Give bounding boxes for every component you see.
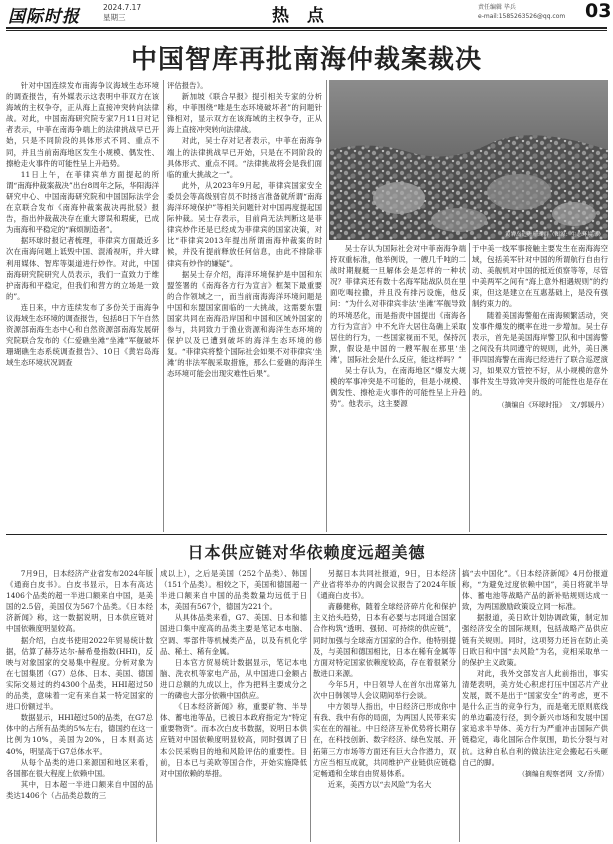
- article2-col4-p2: 据报道，美日欧计划协调政策，制定加强经济安全的国际规则，包括战略产品供应链有关规则。同时，这项努力还旨在防止美日欧日和中国“去风险”为名，竞相采取单一的保护主义政策。: [462, 613, 608, 667]
- article2-byline: （摘编自观察者网 文/乔情）: [518, 769, 608, 778]
- page-number: 03: [585, 0, 612, 22]
- column-divider: [163, 80, 164, 532]
- article2-headline: 日本供应链对华依赖度远超美德: [187, 543, 426, 562]
- article1-col2-p5: 据吴士存介绍，海洋环境保护是中国和东盟签署的《南海各方行为宣言》框架下最重要的合作领域之一，而当前南海海洋环境问题是中国和东盟国家面临的一大挑战，这需要东盟国家共同在南海沿岸国和中国和区域外国家的参与，共同致力于渔业资源和海洋生态环境的保护以及已遭到破坏的海洋生态环境的修复。“菲律宾将整个国际社会如果不对菲律宾‘坐滩’的非法军舰采取措施，那么仁爱礁的海洋生态环境可能会出现灾难性后果”。: [167, 269, 322, 379]
- article2-col2-p4: 《日本经济新闻》称，重要矿物、半导体、蓄电池等品，已被日本政府指定为“特定重要物资”。而本次白皮书数据，说明日本供应链对中国依赖度明显较高，同时强调了日本公民采购目的地和风险评估的重要性。目前，日本已与美欧等国合作，开始实施降低对中国依赖的举措。: [160, 702, 307, 778]
- article2-col1-p5: 其中，日本超一半进口额来自中国的品类达1406个（占品类总数的三: [6, 779, 153, 800]
- masthead-rule-thin: [6, 30, 607, 31]
- column-divider: [469, 243, 470, 532]
- issue-date-block: [103, 3, 141, 23]
- article2-col3-p1: 另据日本共同社报道，9日，日本经济产业省将举办的内阁会议报告了2024年版《通商白皮书》。: [313, 569, 456, 601]
- coral-reef-image: [329, 80, 608, 240]
- article2-col1-p2: 据介绍，白皮书使用2022年贸易统计数据，估算了赫芬达尔-赫希曼指数(HHI)，反映与对象国家的交易集中程度。分析对象为在七国集团（G7）总体、日本、美国、德国实际交易过的约4300个品类，HHI超过50的品类，意味着一定有来自某一特定国家的进口份额过半。: [6, 635, 153, 712]
- article1-col3-p1: 吴士存认为国际社会对中菲南海争端持双重标准，他举例说，一艘几千吨的二战时期舰艇一旦解体会是怎样的一种状况？菲律宾还有数十名海军陆战队员在里面吃喝拉撒，并且没有排污设施，他反问：“为什么对菲律宾非法‘坐滩’军舰导致的环境恶化，而是指责中国提出《南海各方行为宣言》中不允许大居住岛礁上采取居住的行为，一些国家视而不见，保持沉默，假设是中国的一艘军舰在那里‘坐滩’，国际社会是什么反应，能这样吗？”: [330, 244, 466, 364]
- article1-col2-p1: 评估报告》。: [167, 81, 208, 90]
- article2-col4-p1: 搞“去中国化”。《日本经济新闻》4月份报道称，“为避免过度依赖中国”，美日将就半导体、蓄电池等战略产品的新补贴规则达成一致，为两国激励政策设立同一标准。: [462, 569, 608, 612]
- article1-col1: [6, 80, 159, 532]
- article1-col2: [167, 80, 322, 532]
- article2-col3-p5: 近来，美西方以“去风险”为名大: [327, 779, 432, 789]
- article1-col3-p2: 吴士存认为，在南海地区“爆发大规模的军事冲突是不可能的，但是小规模、偶发性、擦枪走火事件的可能性呈上升趋势”。他表示，这主要源: [330, 366, 466, 409]
- article1-col2-p4: 此外，从2023年9月起，菲律宾国家安全委员会等高级别官员不时扬言准备就所谓“南海海洋环境保护”等相关问题针对中国再度提起国际仲裁。吴士存表示，目前尚无法判断这是菲律宾炒作还是已经成为菲律宾的国家决策，对比“菲律宾2013年提出所谓南海仲裁案的时候，并没有提前释放任何信息，由此不排除菲律宾有炒作的嫌疑”。: [167, 180, 322, 268]
- article2-col3-p4: 中方领导人指出，中日经济已形成你中有我、我中有你的局面，为两国人民带来实实在在的福祉。中日经济互补优势将长期存在，在科技创新、数字经济、绿色发展、开拓第三方市场等方面还有巨大合作潜力，双方应当相互成就，共同维护产业链供应链稳定畅通和全球自由贸易体系。: [313, 702, 456, 778]
- article2-col1: [6, 568, 153, 842]
- article1-col1-p4: 连日来，中方连续发布了多份关于南海争议海域生态环境的调查报告，包括8日下午自然资源部南海生态中心和自然资源部南海发展研究院联合发布的《仁爱礁坐滩“坐滩”军舰破坏珊瑚礁生态系统调查报告》、10日《黄岩岛海域生态环境状况调查: [6, 302, 159, 368]
- article1-col4-p2: 随着美国海警船在南海频繁活动，突发事件爆发的概率在进一步增加。吴士存表示，首先是美国海岸警卫队和中国海警之间没有共同遵守的规则，此外，美日澳菲四国海警在南海已经进行了联合巡逻演习，如果双方管控不好，从小规模的意外事件发生导致冲突升级的可能性也是存在的。: [472, 310, 608, 398]
- article2-col2-p3: 日本官方贸易统计数据显示，笔记本电脑、洗衣机等家电产品，从中国进口金额占进口总额的九成以上，作为把料主要成分之一的磷也大部分依赖中国供应。: [160, 657, 307, 701]
- article2-col2-p1: 成以上），之后是美国（252个品类）、韩国（151个品类）。相较之下，美国和德国超一半进口额来自中国的品类数量均远低于日本，美国有567个，德国为221个。: [160, 569, 307, 612]
- coral-reef-photo: [329, 80, 608, 240]
- issue-weekday: 星期三: [103, 13, 126, 22]
- photo-caption: 黄岩岛造礁珊瑚群（图源：生态环境部）: [504, 232, 604, 238]
- article2-col2-p2: 从具体品类来看，G7、美国、日本和德国进口集中度高的品类主要是笔记本电脑、空调、零部件等机械类产品，以及有机化学品、稀土、稀有金属。: [160, 613, 307, 656]
- masthead: [0, 0, 613, 26]
- article1-col1-p3: 据环球时报记者梳理，菲律宾方面最近多次在南海问题上诋毁中国、混淆视听，并大肆利用媒体、智库等渠道进行炒作。对此，中国南海研究院研究人员表示，我们一直致力于维护南海和平稳定，但我们和营方的立场是一致的”。: [6, 236, 159, 301]
- article2-col3: [313, 568, 456, 842]
- article2-col3-p3: 今年5月，中日领导人在首尔出席第九次中日韩领导人会议期间举行会谈。: [313, 679, 456, 701]
- editor-info: [478, 3, 588, 21]
- article2-col1-p4: 从每个品类的进口来源国和地区来看，各国都在很大程度上依赖中国。: [6, 757, 153, 778]
- article1-col2-p3: 对此，吴士存对记者表示，中菲在南海争端上的法律挑战早已开始，只是在不同阶段的具体形式、重点不同。“法律挑战将会是我们面临的重大挑战之一”。: [167, 136, 322, 179]
- article1-col4-p1: 于中美一线军事接触主要发生在南海海空域，包括美军针对中国的所谓航行自由行动、美舰机对中国的抵近侦察等等，尽管中美两军之间有“海上意外相遇规则”的约束，但这是建立在互惠基础上，是没有强制约束力的。: [472, 244, 608, 309]
- column-divider: [310, 568, 311, 842]
- editor-email: e-mail:1585263526@qq.com: [478, 13, 566, 20]
- article1-col1-p1: 针对中国连续发布南海争议海域生态环境的调查报告，有外媒表示这表明中菲双方在该海域的主权争夺，正从海上直接冲突转向法律战。对此，中国南海研究院专家7月11日对记者表示，中菲在南海争端上的法律挑战早已开始，只是不同阶段的具体形式不同、重点不同，并且当前南海地区发生小规模、偶发性、擦枪走火事件的可能性呈上升趋势。: [6, 81, 159, 168]
- column-divider: [459, 568, 460, 842]
- article1-col3: [330, 243, 466, 532]
- newspaper-logo: 国际时报: [8, 7, 80, 27]
- article1-col4: [472, 243, 608, 532]
- article2-col2: [160, 568, 307, 842]
- article-separator: [6, 534, 607, 535]
- article2-col4-p3: 对此，我外交部发言人此前指出，事实清楚表明，美方处心积虑打压中国芯片产业发展，既不是出于“国家安全”的考虑，更不是什么正当的竞争行为，而是毫无原则底线的单边霸凌行径，到令新兴市场和发展中国家追求半导体、美方行为严重冲击国际产供链稳定，毒化国际合作氛围，助长分裂与对抗。这种自私自利的做法注定会搬起石头砸自己的脚。: [462, 668, 608, 767]
- masthead-rule: [6, 27, 607, 29]
- issue-date: 2024.7.17: [103, 3, 142, 12]
- section-title: 热 点: [272, 6, 330, 26]
- column-divider: [326, 80, 327, 532]
- article2-col3-p2: 斋藤健称，随着全球经济碎片化和保护主义抬头趋势，日本有必要与志同道合国家合作构筑“透明、强韧、可持续的供应链”，同时加强与全球南方国家的合作。他特别提及，与美国和德国相比，日本在稀有金属等方面对特定国家依赖度较高，存在着很紧分散进口来源。: [313, 602, 456, 678]
- article2-col1-p3: 数据显示，HHI超过50的品类，在G7总体中的占所有品类的5%左右，德国约在这一比例为10%，美国为20%，日本则高达40%，明显高于G7总体水平。: [6, 713, 153, 756]
- article2-col1-p1: 7月9日，日本经济产业省发布2024年版《通商白皮书》。白皮书显示，日本有高达1406个品类的超一半进口额来自中国，是美国的2.5倍，美国仅为567个品类。《日本经济新闻》称，这一数据说明，日本供应链对中国依赖度明显较高。: [6, 569, 153, 634]
- column-divider: [156, 568, 157, 842]
- article1-byline: （摘编自《环球时报》 文/郭媛丹）: [497, 401, 608, 410]
- article1-col1-p2: 11日上午，在菲律宾单方面提起的所谓“南海仲裁案裁决”出台8周年之际，华阳海洋研究中心、中国南海研究院和中国国际法学会在京联合发布《南海仲裁案裁决再批驳》报告，指出仲裁裁决存在重大谬误和瑕疵，已成为南海和平稳定的“麻烦制造者”。: [6, 169, 159, 235]
- article1-col2-p2: 新加坡《联合早报》提引相关专家的分析称，中菲围绕“唯是生态环境破坏者”的问题针锋相对，显示双方在该海域的主权争夺，正从海上直接冲突转向法律战。: [167, 92, 322, 135]
- editor-line: 责任编辑 毕兵: [478, 4, 516, 11]
- article2-col4: [462, 568, 608, 842]
- article1-headline: 中国智库再批南海仲裁案裁决: [130, 45, 482, 75]
